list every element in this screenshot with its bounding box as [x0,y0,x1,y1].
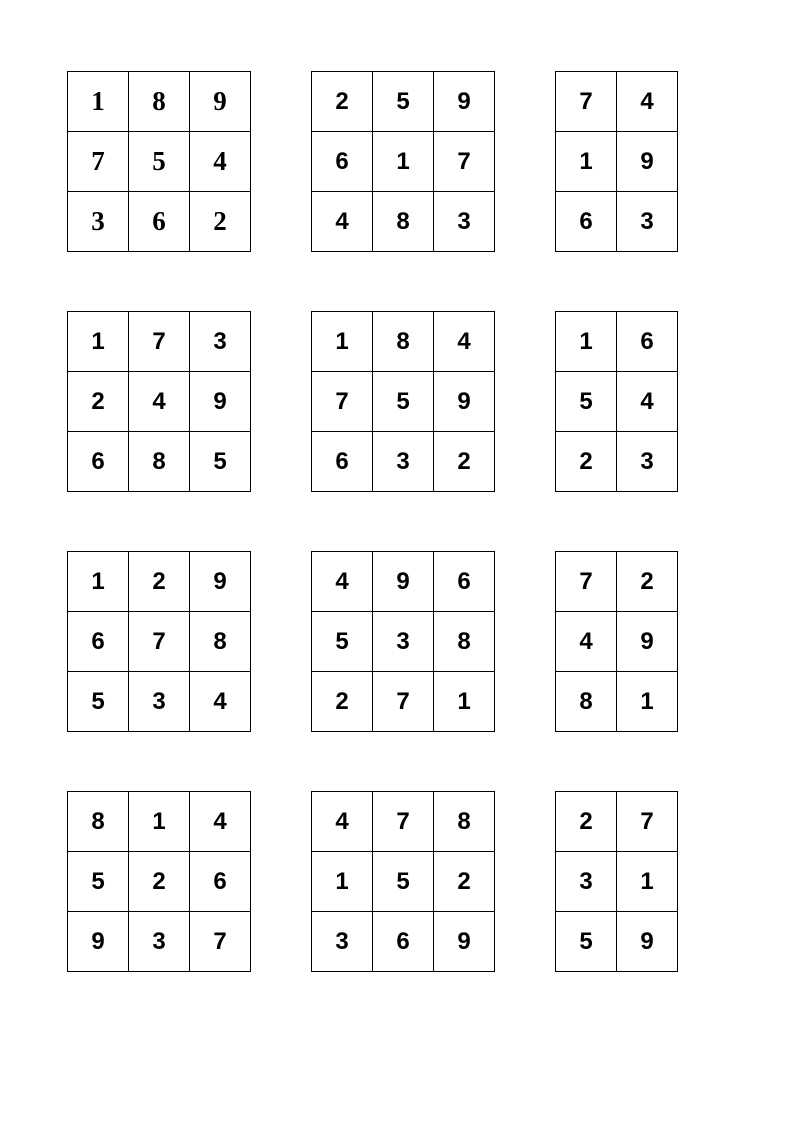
grid-cell: 8 [373,192,434,252]
grid-cell: 6 [129,192,190,252]
grid-cell: 4 [617,372,678,432]
grid-row [312,432,495,492]
grid-cell: 3 [373,432,434,492]
grid-cell: 6 [190,852,251,912]
number-grid-4-1 [67,791,251,972]
grid-cell: 7 [556,552,617,612]
grid-row [556,912,678,972]
grid-cell: 2 [556,792,617,852]
grid-cell: 9 [434,372,495,432]
grid-row [312,672,495,732]
grid-cell: 6 [312,132,373,192]
grid-row [312,72,495,132]
grid-cell: 3 [373,612,434,672]
grid-cell: 7 [373,672,434,732]
grid-cell: 1 [68,72,129,132]
grid-cell: 3 [617,192,678,252]
number-grid-3-1 [67,551,251,732]
grid-cell: 6 [617,312,678,372]
grid-cell: 5 [373,372,434,432]
grid-cell: 3 [129,912,190,972]
grid-row [68,672,251,732]
grid-row [68,372,251,432]
grid-cell: 4 [129,372,190,432]
grid-cell: 9 [617,912,678,972]
grid-cell: 7 [617,792,678,852]
grid-cell: 4 [617,72,678,132]
grid-cell: 6 [312,432,373,492]
grid-row [556,852,678,912]
grid-cell: 1 [556,132,617,192]
grid-cell: 2 [190,192,251,252]
grid-cell: 4 [190,132,251,192]
grid-cell: 7 [190,912,251,972]
grid-cell: 6 [434,552,495,612]
grid-cell: 1 [312,312,373,372]
grid-cell: 2 [68,372,129,432]
grid-cell: 7 [129,312,190,372]
grid-cell: 2 [434,852,495,912]
grid-row [68,612,251,672]
grid-cell: 5 [129,132,190,192]
grid-cell: 2 [312,72,373,132]
grid-cell: 1 [68,552,129,612]
grid-cell: 9 [68,912,129,972]
grid-cell: 8 [68,792,129,852]
grid-row [556,132,678,192]
grid-cell: 1 [312,852,373,912]
grid-cell: 1 [68,312,129,372]
grid-cell: 9 [190,552,251,612]
grid-cell: 4 [190,672,251,732]
grid-cell: 7 [556,72,617,132]
grid-cell: 5 [68,852,129,912]
grid-row [312,192,495,252]
grid-row [68,792,251,852]
grid-row [68,312,251,372]
grid-cell: 1 [129,792,190,852]
grid-cell: 8 [556,672,617,732]
grid-cell: 8 [190,612,251,672]
grid-cell: 8 [373,312,434,372]
grid-cell: 1 [556,312,617,372]
grid-cell: 1 [617,852,678,912]
grid-row [68,432,251,492]
grid-cell: 8 [129,72,190,132]
number-grid-1-3 [555,71,678,252]
grid-row [68,72,251,132]
number-grid-2-3 [555,311,678,492]
grid-cell: 2 [556,432,617,492]
grid-cell: 6 [68,432,129,492]
grid-cell: 9 [190,72,251,132]
grid-cell: 7 [68,132,129,192]
grid-row [312,852,495,912]
number-grid-2-2 [311,311,495,492]
grid-row [68,552,251,612]
grid-row [312,372,495,432]
grid-cell: 6 [68,612,129,672]
grid-cell: 2 [129,552,190,612]
grid-row [68,912,251,972]
number-grid-4-2 [311,791,495,972]
grid-cell: 3 [190,312,251,372]
grid-row [312,552,495,612]
grid-cell: 1 [373,132,434,192]
grid-cell: 2 [617,552,678,612]
grid-cell: 3 [68,192,129,252]
grid-row [556,792,678,852]
grid-row [556,672,678,732]
grid-cell: 5 [190,432,251,492]
grid-cell: 9 [434,72,495,132]
grid-cell: 4 [312,552,373,612]
grid-cell: 9 [617,132,678,192]
grid-row [68,192,251,252]
grid-cell: 3 [434,192,495,252]
grid-cell: 2 [312,672,373,732]
grid-row [556,432,678,492]
grid-cell: 7 [312,372,373,432]
grid-cell: 2 [129,852,190,912]
grid-cell: 3 [312,912,373,972]
grid-row [556,372,678,432]
grid-cell: 6 [556,192,617,252]
grid-cell: 4 [312,792,373,852]
grid-row [312,312,495,372]
grid-cell: 7 [129,612,190,672]
grid-row [68,132,251,192]
grid-cell: 1 [434,672,495,732]
grid-row [312,912,495,972]
grid-cell: 6 [373,912,434,972]
grid-cell: 5 [373,72,434,132]
grid-cell: 2 [434,432,495,492]
number-grid-4-3 [555,791,678,972]
grid-cell: 7 [373,792,434,852]
grid-cell: 8 [129,432,190,492]
grid-cell: 9 [190,372,251,432]
grid-row [556,72,678,132]
number-grid-3-3 [555,551,678,732]
grid-cell: 9 [373,552,434,612]
grid-cell: 9 [617,612,678,672]
grid-cell: 5 [68,672,129,732]
grid-row [556,312,678,372]
grid-row [556,552,678,612]
grid-row [312,612,495,672]
number-grid-2-1 [67,311,251,492]
grid-row [312,792,495,852]
grid-cell: 3 [617,432,678,492]
grid-cell: 3 [129,672,190,732]
grid-cell: 4 [312,192,373,252]
grid-cell: 5 [556,372,617,432]
grid-cell: 8 [434,792,495,852]
grid-cell: 9 [434,912,495,972]
number-grid-1-1 [67,71,251,252]
grid-row [556,192,678,252]
grid-cell: 5 [556,912,617,972]
number-grid-1-2 [311,71,495,252]
grid-cell: 1 [617,672,678,732]
grid-row [68,852,251,912]
grid-cell: 4 [190,792,251,852]
grid-cell: 3 [556,852,617,912]
grid-row [312,132,495,192]
grid-row [556,612,678,672]
grid-cell: 4 [556,612,617,672]
grid-cell: 7 [434,132,495,192]
number-grid-3-2 [311,551,495,732]
grid-cell: 8 [434,612,495,672]
grid-cell: 4 [434,312,495,372]
grid-cell: 5 [373,852,434,912]
grid-cell: 5 [312,612,373,672]
